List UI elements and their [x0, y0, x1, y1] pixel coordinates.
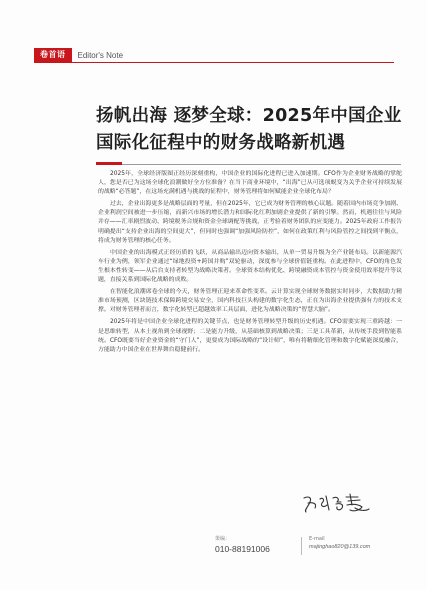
editor-contact [215, 535, 270, 555]
email-address: majinghao820@139.com [309, 544, 371, 550]
paragraph: 在智能化浪潮席卷全球的今天，财务管理正迎来革命性变革。云计算实现全球财务数据实时同步，大数据助力精准市场预测，区块链技术保障跨境交易安全，国内科技巨头构建的数字化生态，正在为出海企业提供强有力的技术支撑。对财务管理者而言，数字化转型已超越效率工具层面，进化为战略决策的“智慧大脑”。 [98, 289, 402, 314]
editor-phone: 010-88191006 [215, 544, 270, 554]
title-divider [96, 164, 401, 165]
article-title [96, 103, 406, 157]
email-label: E-mail [309, 536, 325, 542]
section-label: Editor's Note [77, 50, 124, 60]
section-header [34, 48, 394, 62]
contact-footer [215, 535, 395, 565]
handwritten-signature [300, 490, 372, 516]
title-line-2: 国际化征程中的财务战略新机遇 [96, 133, 346, 153]
article-body [98, 170, 402, 358]
title-line-1: 扬帆出海 逐梦全球：2025年中国企业 [96, 106, 402, 126]
section-tag: 卷首语 [34, 48, 72, 62]
paragraph: 中国企业的出海模式正经历质的飞跃，从商品输出迈向资本输出，从单一贸易升级为全产业链布局。以新能源汽车行业为例，领军企业通过“绿地投资+跨国并购”双轮驱动，深度参与全球价值链重构。在此进程中，CFO的角色发生根本性转变——从后台支持者转型为战略决策者。全球资本结构优化、跨境融资成本管控与资金使用效率提升等议题，直接关系到国际化战略的成败。 [98, 249, 402, 284]
paragraph: 过去，企业出海更多是战略层面的考量，但在2025年，它已成为财务管理的核心议题。随着国内市场竞争加剧、企业利润空间被进一步压缩，而新兴市场的增长潜力和国际化红利加剧企业提供了新的引擎。然而，机遇往往与风险并存——汇率剧烈波动、跨境税务合规和资金全球调配等挑战，正考验着财务团队的应变能力。2025年政府工作报告明确提出“支持企业出海的空间更大”，但同时也强调“加强风险防控”，如何在政策红利与风险管控之间找到平衡点，将成为财务管理的核心任务。 [98, 201, 402, 244]
email-contact [309, 535, 370, 552]
header-divider [34, 62, 394, 63]
paragraph: 2025年将是中国企业全球化进程的关键节点，也是财务管理转型升级的历史机遇。CFO需要实现三重跨越：一是思维转型，从本土视角到全球视野；二是能力升级，从基础核算到战略决策；三是工具革新，从传统手段到智能系统。CFO既要当好企业资金的“守门人”，更要成为国际战略的“设计师”，唯有将精细化管理和数字化赋能深度融合，方能助力中国企业在世界舞台稳健前行。 [98, 319, 402, 353]
footer-divider [301, 537, 302, 555]
title-divider-accent [96, 162, 122, 165]
editor-label: 策编： [215, 536, 231, 542]
paragraph: 2025年，全球经济版图正经历深刻重构，中国企业的国际化进程已进入加速期。CFO作为企业财务战略的掌舵人，您是否已为这场全球化浪潮做好全方位准备？在当下商业环境中，“出海”已从可选项蜕变为关乎企业可持续发展的战略“必答题”，在这场充满机遇与挑战的征程中，财务管理将如何赋能企业全球化布局？ [98, 171, 402, 196]
